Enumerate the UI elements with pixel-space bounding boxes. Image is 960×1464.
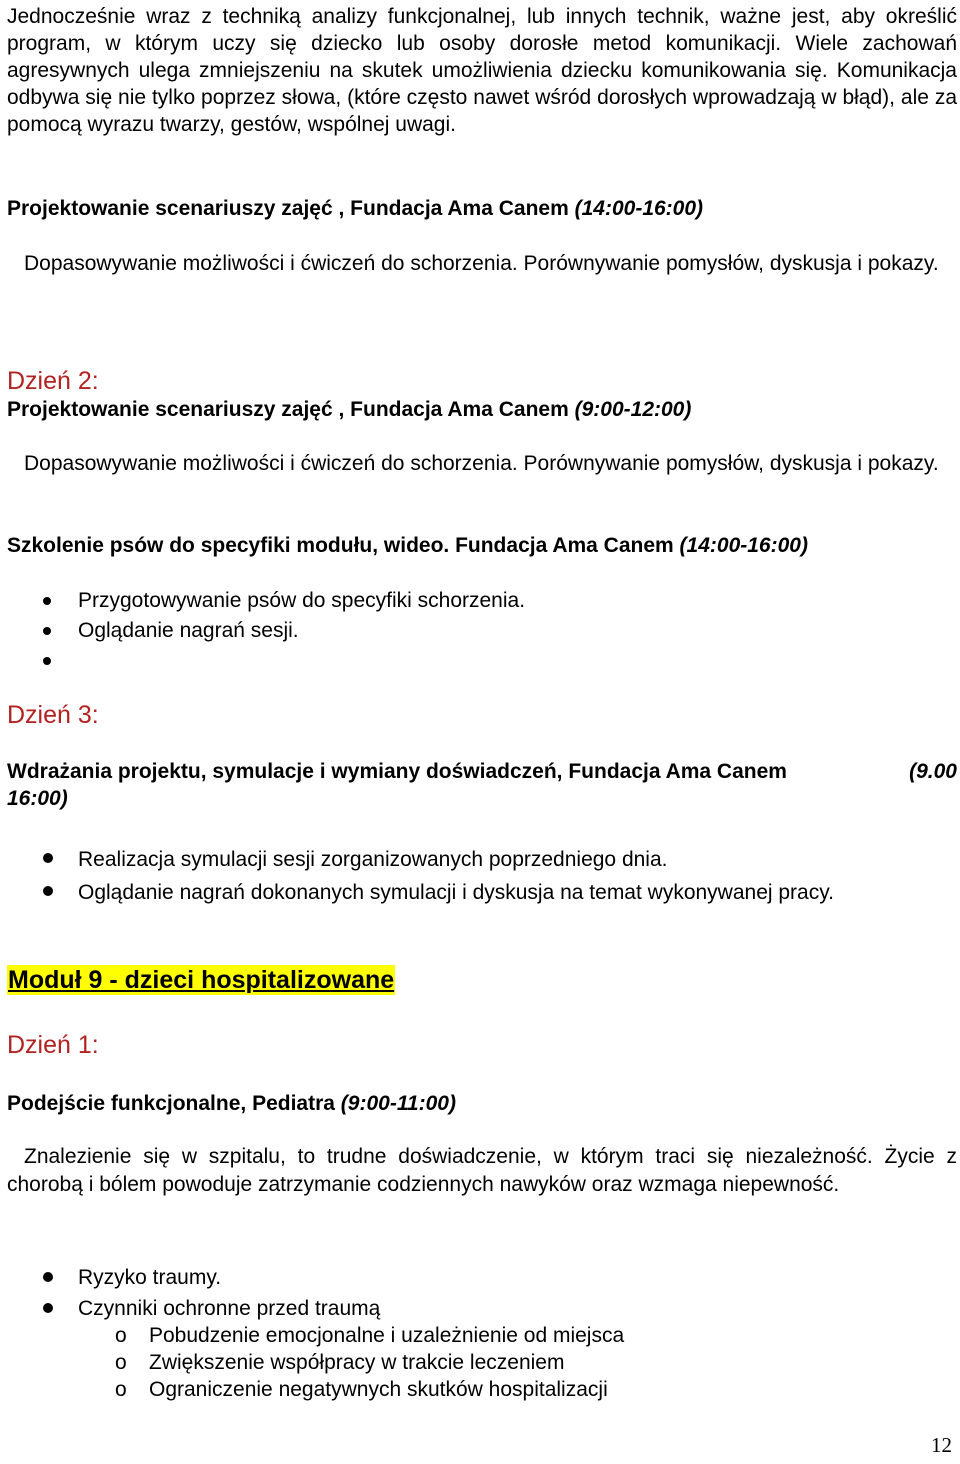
day2-session1-title: Projektowanie scenariuszy zajęć , Fundacja Ama Canem: [7, 398, 569, 421]
day3-session-time: (9.00: [909, 760, 957, 783]
bullet-icon: [43, 886, 53, 896]
circle-bullet-icon: o: [115, 1378, 127, 1401]
day2-session2-time: (14:00-16:00): [679, 534, 808, 557]
bullet-icon: [43, 627, 51, 635]
day2-session1-heading: [7, 396, 957, 423]
day3-label: Dzień 3:: [7, 701, 99, 729]
day3-session-list: [7, 843, 957, 909]
list-item: Ryzyko traumy.: [7, 1262, 957, 1293]
list-item: Oglądanie nagrań dokonanych symulacji i dyskusja na temat wykonywanej pracy.: [7, 876, 957, 909]
session-description: Dopasowywanie możliwości i ćwiczeń do schorzenia. Porównywanie pomysłów, dyskusja i pokazy.: [24, 252, 939, 275]
module-heading-wrap: [7, 965, 957, 995]
bullet-icon: [43, 853, 53, 863]
intro-paragraph: Jednocześnie wraz z techniką analizy funkcjonalnej, lub innych technik, ważne jest, aby określić program, w którym uczy się dziecko lub osoby dorosłe metod komunikacji. Wiele zachowań agresywnych ulega zmniejszeniu na skutek umożliwienia dziecku komunikowania się. Komunikacja odbywa się nie tylko poprzez słowa, (które często nawet wśród dorosłych wprowadzają w błąd), ale za pomocą wyrazu twarzy, gestów, wspólnej uwagi.: [7, 5, 957, 136]
session-title: Projektowanie scenariuszy zajęć , Fundacja Ama Canem: [7, 197, 569, 220]
module9-session-time: (9:00-11:00): [340, 1092, 456, 1115]
day2-session1-description: Dopasowywanie możliwości i ćwiczeń do schorzenia. Porównywanie pomysłów, dyskusja i pokazy.: [24, 452, 939, 475]
session-time: (14:00-16:00): [574, 197, 704, 220]
list-item: Oglądanie nagrań sesji.: [7, 616, 957, 646]
bullet-icon: [43, 1272, 53, 1282]
bullet-icon: [43, 1303, 53, 1313]
sub-list-item: o Zwiększenie współpracy w trakcie leczeniem: [115, 1351, 565, 1374]
day2-label: Dzień 2:: [7, 367, 99, 395]
session-heading: [7, 195, 957, 222]
module9-day1-label: Dzień 1:: [7, 1031, 99, 1059]
module-title: Moduł 9 - dzieci hospitalizowane: [8, 966, 395, 994]
page-number: 12: [931, 1433, 952, 1457]
module9-session-list: [7, 1262, 957, 1324]
list-item: Przygotowywanie psów do specyfiki schorzenia.: [7, 586, 957, 616]
day2-session1-time: (9:00-12:00): [574, 398, 692, 421]
module9-sub-list: [7, 1322, 957, 1403]
module9-session-description: Znalezienie się w szpitalu, to trudne doświadczenie, w którym traci się niezależność. Życie z chorobą i bólem powoduje zatrzymanie codziennych nawyków oraz wzmaga niepewność.: [7, 1145, 957, 1196]
day3-session-time-end: 16:00): [7, 787, 68, 810]
module9-session-title: Podejście funkcjonalne, Pediatra: [7, 1092, 335, 1115]
sub-list-item: o Pobudzenie emocjonalne i uzależnienie od miejsca: [115, 1324, 625, 1347]
list-item: Realizacja symulacji sesji zorganizowanych poprzedniego dnia.: [7, 843, 957, 876]
day3-session-heading: [7, 758, 957, 812]
sub-list-item: o Ograniczenie negatywnych skutków hospitalizacji: [115, 1378, 608, 1401]
bullet-icon: [43, 597, 51, 605]
day2-session2-heading: [7, 532, 957, 559]
circle-bullet-icon: o: [115, 1324, 127, 1347]
day2-session2-list: [7, 586, 957, 646]
module9-session-heading: [7, 1090, 957, 1117]
day3-session-title: Wdrażania projektu, symulacje i wymiany doświadczeń, Fundacja Ama Canem: [7, 760, 787, 783]
circle-bullet-icon: o: [115, 1351, 127, 1374]
list-item: Czynniki ochronne przed traumą: [7, 1293, 957, 1324]
day2-session2-title: Szkolenie psów do specyfiki modułu, wideo. Fundacja Ama Canem: [7, 534, 674, 557]
bullet-icon: [43, 657, 51, 665]
